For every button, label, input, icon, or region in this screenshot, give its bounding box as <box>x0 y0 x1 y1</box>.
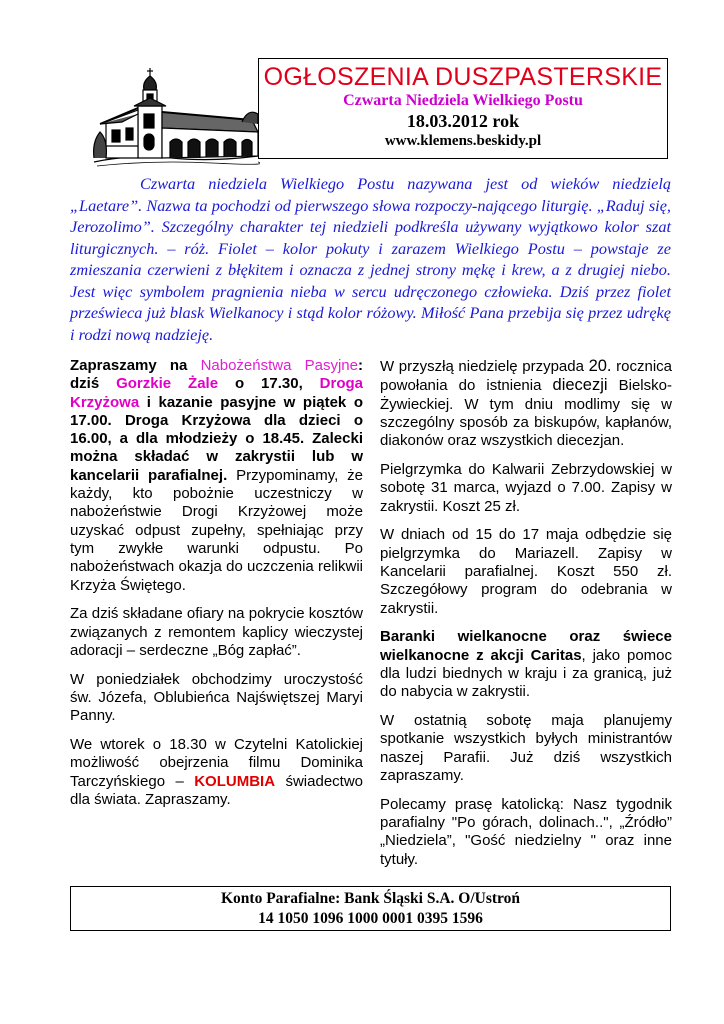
announcement-altar-servers: W ostatnią sobotę maja planujemy spotkanie wszystkich byłych ministrantów naszej Parafii. Już dziś wszystkich zapraszamy. <box>380 712 672 784</box>
page-date: 18.03.2012 rok <box>406 111 520 131</box>
text-span: rocznica powołania do istnienia <box>380 358 672 395</box>
announcement-passion-services <box>70 357 363 595</box>
text-span: 20. <box>588 357 612 375</box>
announcement-offerings: Za dziś składane ofiary na pokrycie kosztów związanych z remontem kaplicy wieczystej adoracji – serdeczne „Bóg zapłać”. <box>70 605 363 659</box>
text-span: świadectwo dla świata. Zapraszamy. <box>70 772 363 809</box>
highlight-passion-services: Nabożeństwa Pasyjne <box>200 357 358 374</box>
parish-url: www.klemens.beskidy.pl <box>384 133 542 149</box>
highlight-kolumbia: KOLUMBIA <box>194 772 276 790</box>
text-span: : dziś <box>70 357 363 393</box>
announcement-catholic-press: Polecamy prasę katolicką: Nasz tygodnik parafialny "Po górach, dolinach..", „Źródło” „Niedziela”, "Gość niedzielny " oraz inne tytuły. <box>380 795 672 868</box>
bank-account-number: 14 1050 1096 1000 0001 0395 1596 <box>258 910 483 927</box>
right-column <box>380 357 672 879</box>
highlight-gorzkie-zale: Gorzkie Żale <box>116 375 219 393</box>
left-column <box>70 357 363 820</box>
text-span: We wtorek o 18.30 w Czytelni Katolickiej możliwość obejrzenia filmu Dominika Tarczyńskiego – <box>70 736 363 790</box>
announcement-st-joseph: W poniedziałek obchodzimy uroczystość św. Józefa, Oblubieńca Najświętszej Maryi Panny. <box>70 670 363 725</box>
page-subtitle: Czwarta Niedziela Wielkiego Postu <box>343 92 583 109</box>
announcement-film <box>70 736 363 809</box>
page-title: OGŁOSZENIA DUSZPASTERSKIE <box>263 63 663 91</box>
text-span: Zapraszamy na <box>70 357 201 374</box>
text-span: Baranki wielkanocne oraz świece wielkanocne z akcji Caritas <box>380 628 672 664</box>
text-span: Przypominamy, że każdy, kto pobożnie uczestniczy w nabożeństwie Drogi Krzyżowej może uzyskać odpust zupełny, spełniając przy tym zwykłe warunki odpustu. Po nabożeństwach okazja do uczczenia relikwii Krzyża Świętego. <box>70 466 363 594</box>
announcement-kalwaria-pilgrimage: Pielgrzymka do Kalwarii Zebrzydowskiej w sobotę 31 marca, wyjazd o 7.00. Zapisy w zakrystii. Koszt 25 zł. <box>380 460 672 515</box>
church-illustration <box>92 62 260 168</box>
text-span: W przyszłą niedzielę przypada <box>380 358 589 375</box>
text-span: , jako pomoc dla ludzi biednych w kraju i za granicą, już do nabycia w zakrystii. <box>380 646 672 701</box>
text-span: diecezji <box>552 376 608 395</box>
bank-account-box <box>70 886 671 931</box>
text-span: Bielsko-Żywieckiej. W tym dniu modlimy się w szczególny sposób za biskupów, kapłanów, diakonów oraz wszystkich diecezjan. <box>380 377 672 450</box>
header-box <box>258 58 668 159</box>
intro-paragraph: Czwarta niedziela Wielkiego Postu nazywana jest od wieków niedzielą „Laetare”. Nazwa ta pochodzi od pierwszego słowa rozpoczy-nającego liturgię. „Raduj się, Jerozolimo”. Szczególny charakter tej niedzieli podkreśla używany wyjątkowo kolor szat liturgicznych. – róż. Fiolet – kolor pokuty i zarazem Wielkiego Postu – powstaje ze zmieszania czerwieni z błękitem i oznacza z jednej strony mękę i krew, a z drugiej niebo. Jest więc symbolem pragnienia nieba w sercu udręczonego człowieka. Dziś przez fiolet prześwieca już blask Wielkanocy i stąd kolor różowy. Miłość Pana przebija się przez udrękę i rodzi nową nadzieję. <box>70 174 671 344</box>
text-span: i kazanie pasyjne w piątek o 17.00. Droga Krzyżowa dla dzieci o 16.00, a dla młodzieży o 18.45. Zalecki można składać w zakrystii lub w kancelarii parafialnej. <box>70 393 363 484</box>
announcement-caritas <box>380 628 672 701</box>
highlight-droga-krzyzowa: Droga Krzyżowa <box>70 375 364 411</box>
announcement-mariazell-pilgrimage: W dniach od 15 do 17 maja odbędzie się pielgrzymka do Mariazell. Zapisy w Kancelarii parafialnej. Koszt 550 zł. Szczegółowy program do odebrania w zakrystii. <box>380 526 672 617</box>
announcement-diocese-anniversary <box>380 357 672 450</box>
text-span: o 17.30, <box>218 375 320 393</box>
bank-account-label: Konto Parafialne: Bank Śląski S.A. O/Ustroń <box>221 890 520 907</box>
